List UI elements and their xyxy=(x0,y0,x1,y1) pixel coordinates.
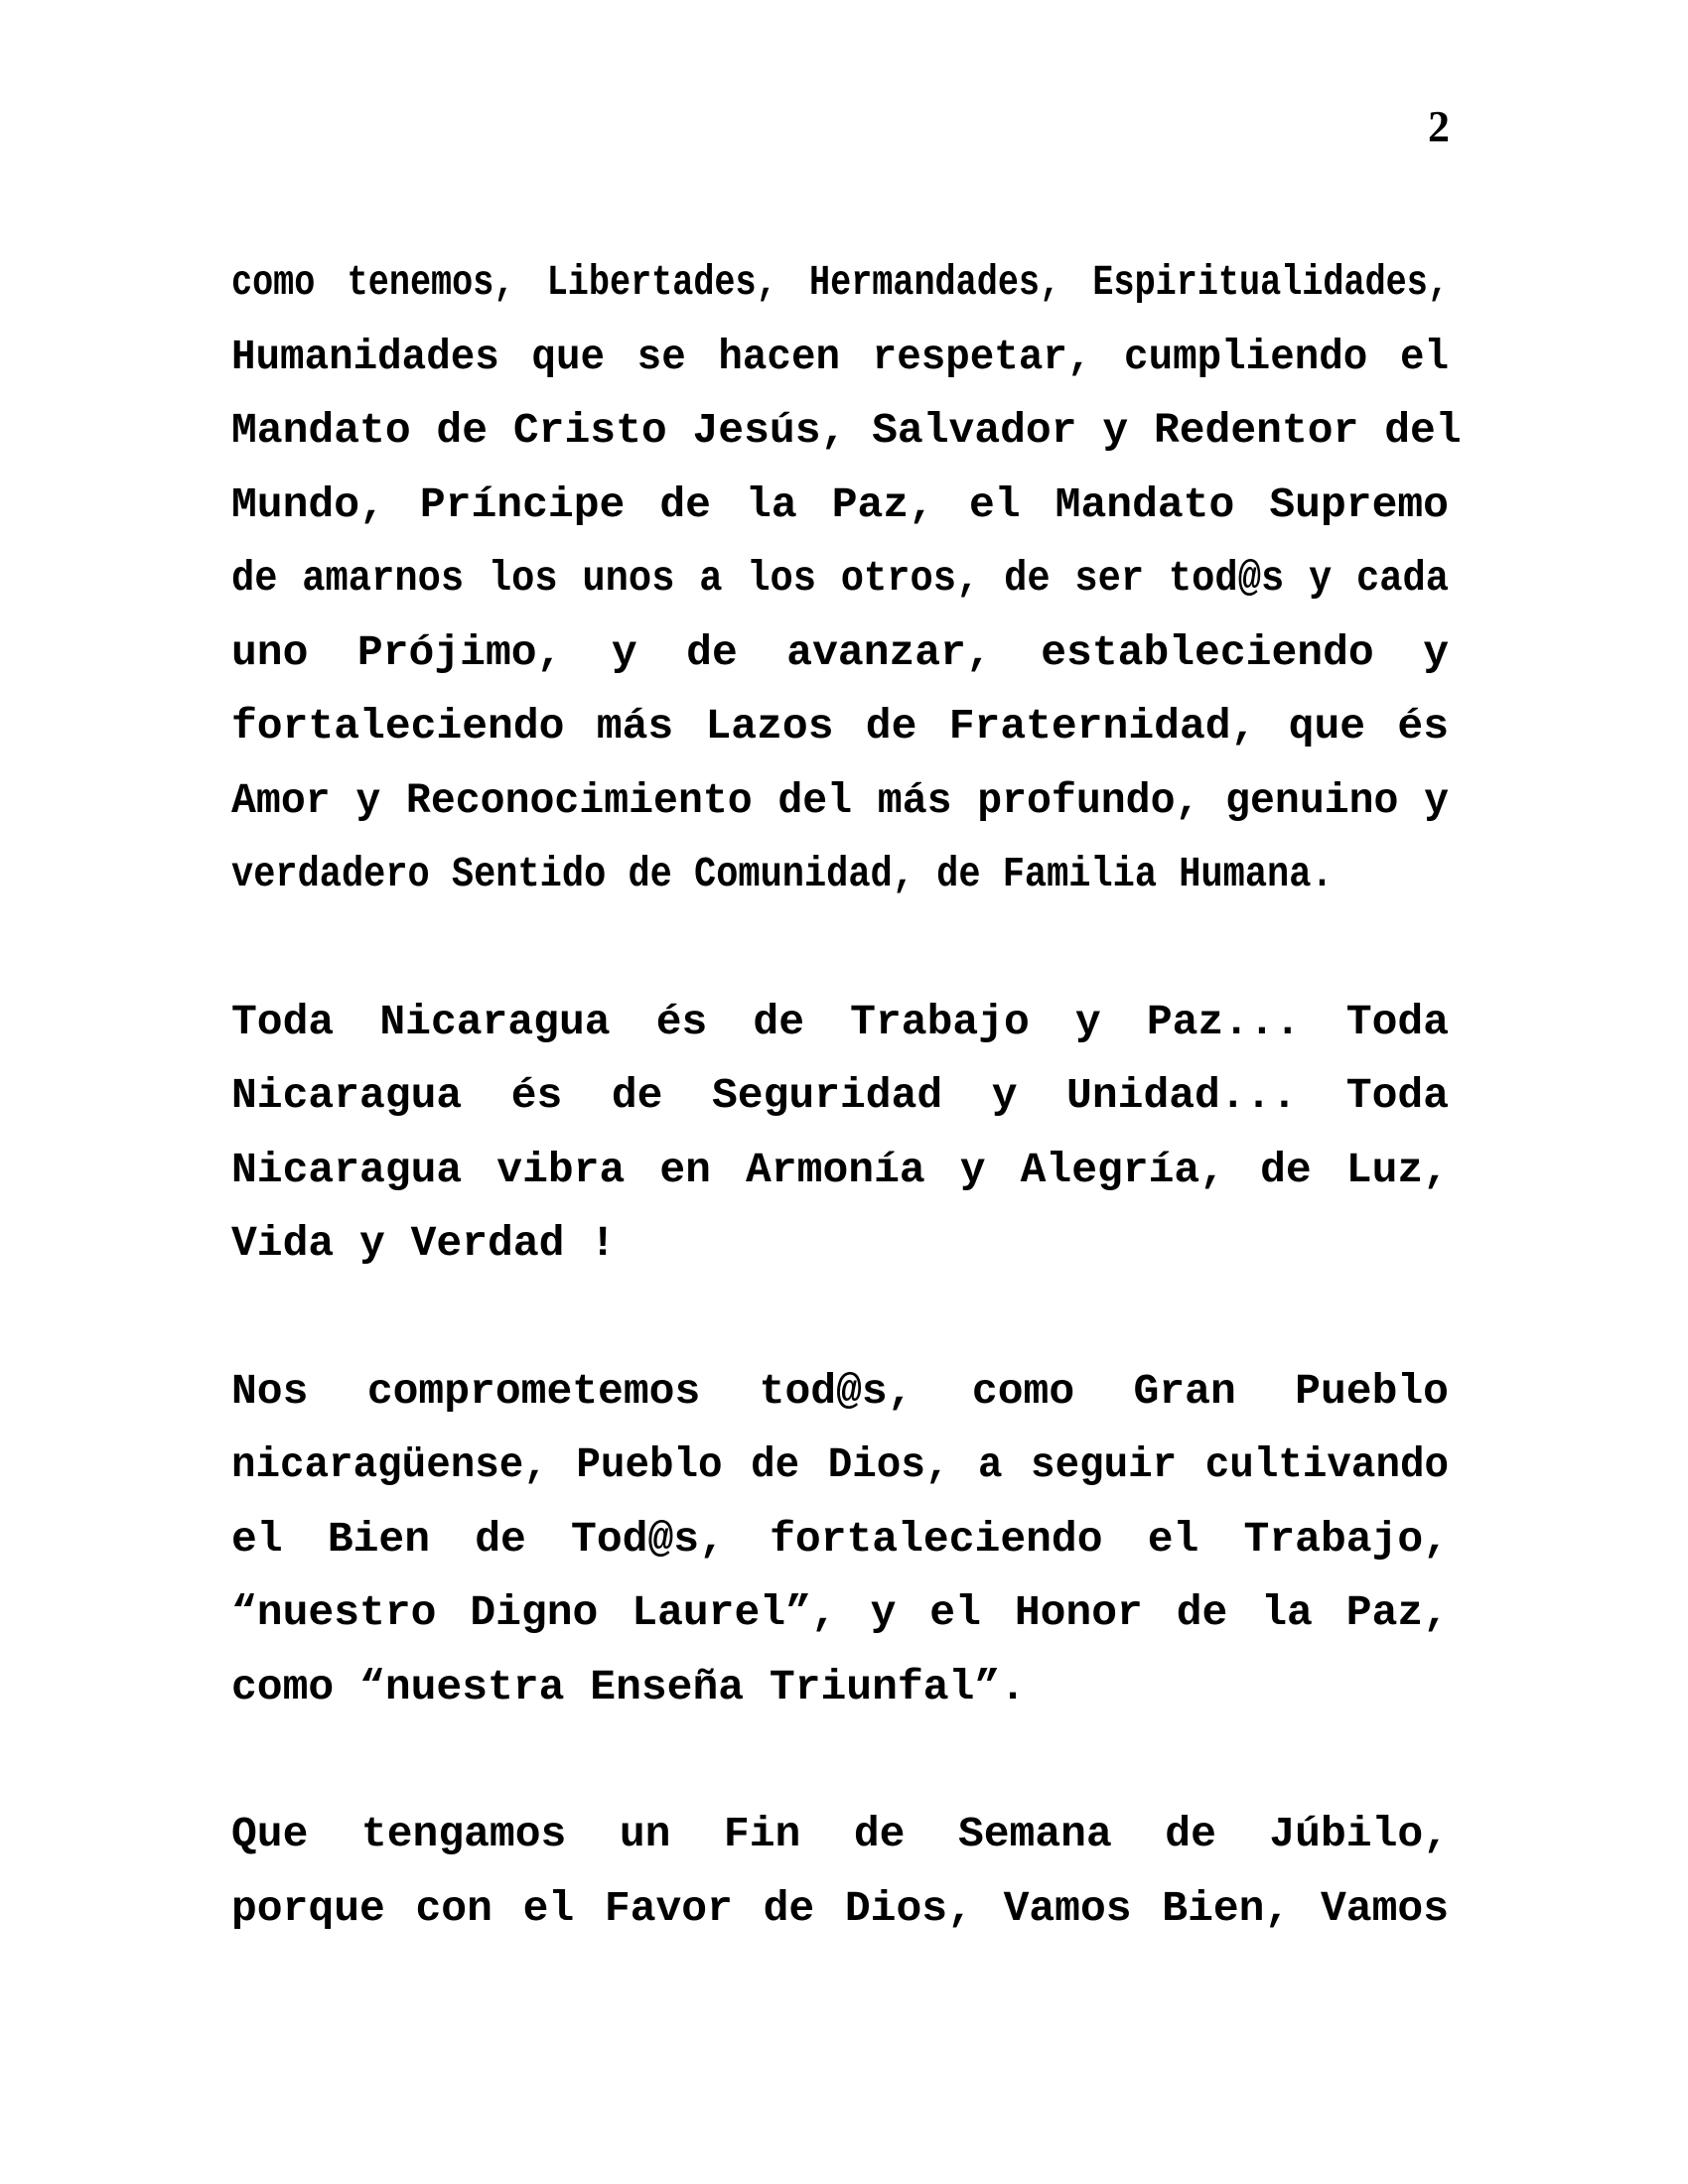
text-line: Nos comprometemos tod@s, como Gran Pueblo xyxy=(231,1366,1449,1416)
text-line: “nuestro Digno Laurel”, y el Honor de la Paz, xyxy=(231,1588,1449,1637)
paragraph-3 xyxy=(231,1355,1449,1725)
paragraph-2 xyxy=(231,986,1449,1282)
text-line: porque con el Favor de Dios, Vamos Bien, Vamos xyxy=(231,1883,1449,1933)
text-line: Mandato de Cristo Jesús, Salvador y Redentor del xyxy=(231,406,1462,455)
text-line: nicaragüense, Pueblo de Dios, a seguir cultivando xyxy=(231,1440,1450,1489)
text-line: Mundo, Príncipe de la Paz, el Mandato Supremo xyxy=(231,479,1449,529)
page-number: 2 xyxy=(1428,102,1450,151)
text-line: Humanidades que se hacen respetar, cumpliendo el xyxy=(231,332,1450,381)
text-line: de amarnos los unos a los otros, de ser tod@s y cada xyxy=(231,554,1450,603)
text-line: Toda Nicaragua és de Trabajo y Paz... Toda xyxy=(231,997,1449,1046)
text-line: fortaleciendo más Lazos de Fraternidad, que és xyxy=(231,702,1449,751)
document-body xyxy=(231,246,1462,2019)
text-line: como “nuestra Enseña Triunfal”. xyxy=(231,1662,1026,1711)
text-line: Nicaragua és de Seguridad y Unidad... Toda xyxy=(231,1071,1449,1120)
text-line: Nicaragua vibra en Armonía y Alegría, de Luz, xyxy=(231,1145,1449,1194)
text-line: Que tengamos un Fin de Semana de Júbilo, xyxy=(231,1810,1449,1858)
text-line: como tenemos, Libertades, Hermandades, Espiritualidades, xyxy=(231,258,1449,307)
text-line: uno Prójimo, y de avanzar, estableciendo y xyxy=(231,627,1449,677)
text-line: Amor y Reconocimiento del más profundo, genuino y xyxy=(231,775,1450,825)
text-line: verdadero Sentido de Comunidad, de Familia Humana. xyxy=(231,850,1334,898)
paragraph-4 xyxy=(231,1798,1449,1946)
paragraph-1 xyxy=(231,246,1462,912)
text-line: el Bien de Tod@s, fortaleciendo el Trabajo, xyxy=(231,1514,1449,1564)
text-line: Vida y Verdad ! xyxy=(231,1219,617,1268)
